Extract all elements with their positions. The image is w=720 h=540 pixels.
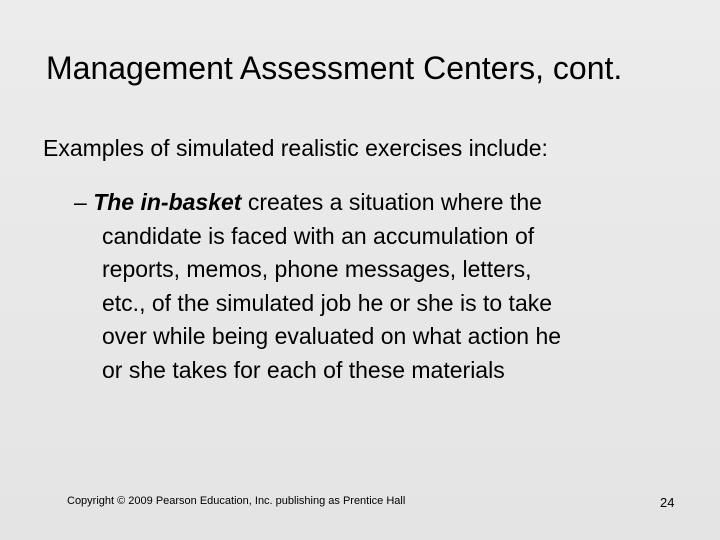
bullet-emphasis: The in-basket (93, 189, 242, 215)
intro-text: Examples of simulated realistic exercises include: (43, 135, 548, 161)
bullet-line-6: or she takes for each of these materials (102, 356, 505, 383)
slide-title: Management Assessment Centers, cont. (46, 50, 623, 86)
bullet-line-3: reports, memos, phone messages, letters, (102, 256, 532, 282)
bullet-line-5: over while being evaluated on what action he (102, 323, 562, 349)
bullet-item (74, 186, 674, 387)
bullet-line-4: etc., of the simulated job he or she is to take (102, 289, 553, 316)
bullet-line-1 (74, 186, 674, 220)
bullet-line-1-rest: creates a situation where the (241, 189, 542, 215)
bullet-dash: – (74, 189, 94, 215)
page-number: 24 (660, 495, 675, 510)
bullet-line-2: candidate is faced with an accumulation of (102, 222, 535, 249)
copyright-footer: Copyright © 2009 Pearson Education, Inc. publishing as Prentice Hall (67, 495, 406, 507)
